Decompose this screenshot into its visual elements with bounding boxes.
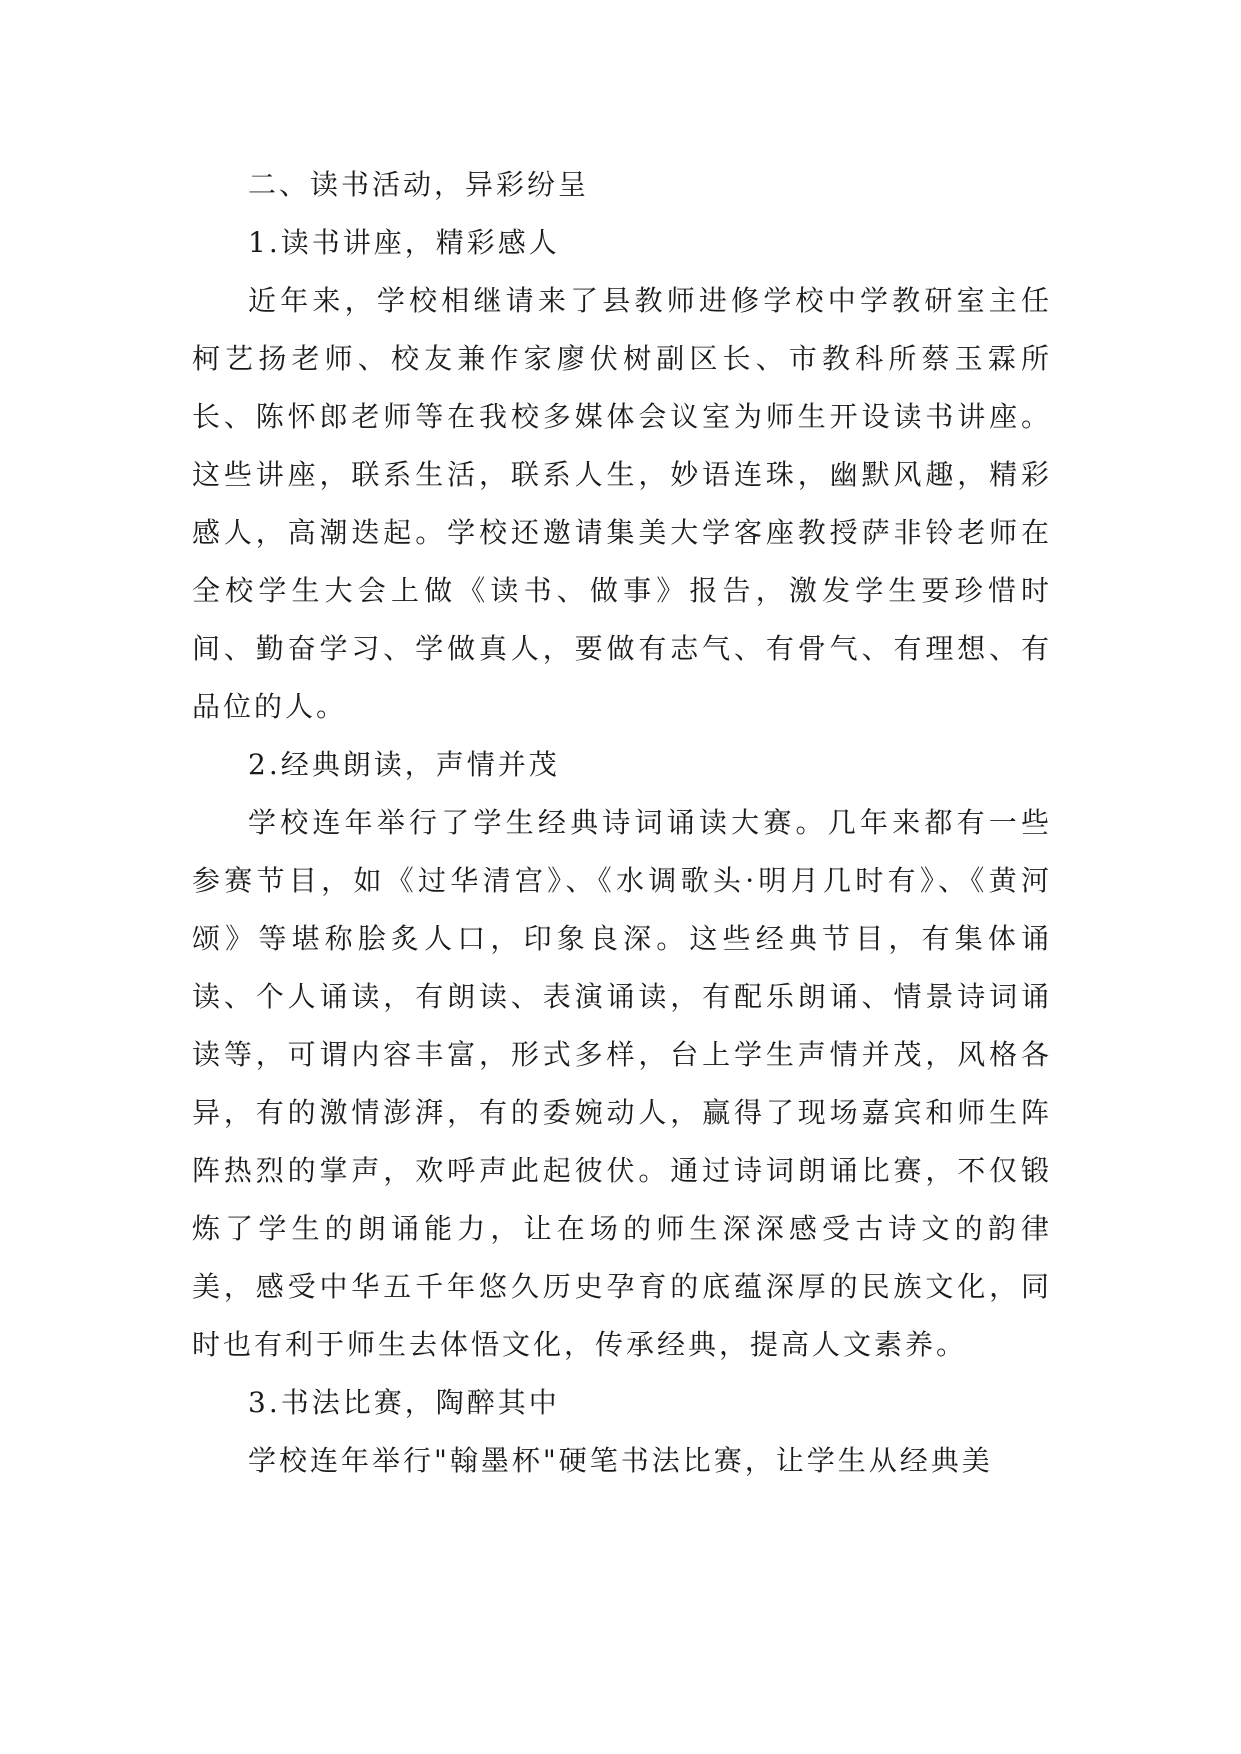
paragraph-calligraphy: 学校连年举行"翰墨杯"硬笔书法比赛，让学生从经典美 xyxy=(248,1444,993,1477)
section-heading: 二、读书活动，异彩纷呈 xyxy=(248,168,590,201)
document-body xyxy=(192,156,1052,1490)
subsection-heading-lectures: 1.读书讲座，精彩感人 xyxy=(248,226,560,259)
paragraph-lectures: 近年来，学校相继请来了县教师进修学校中学教研室主任柯艺扬老师、校友兼作家廖伏树副区长、市教科所蔡玉霖所长、陈怀郎老师等在我校多媒体会议室为师生开设读书讲座。这些讲座，联系生活，联系人生，妙语连珠，幽默风趣，精彩感人，高潮迭起。学校还邀请集美大学客座教授萨非铃老师在全校学生大会上做《读书、做事》报告，激发学生要珍惜时间、勤奋学习、学做真人，要做有志气、有骨气、有理想、有品位的人。 xyxy=(192,284,1052,723)
subsection-heading-reading: 2.经典朗读，声情并茂 xyxy=(248,748,560,781)
subsection-heading-calligraphy: 3.书法比赛，陶醉其中 xyxy=(248,1386,560,1419)
paragraph-reading: 学校连年举行了学生经典诗词诵读大赛。几年来都有一些参赛节目，如《过华清宫》、《水调歌头·明月几时有》、《黄河颂》等堪称脍炙人口，印象良深。这些经典节目，有集体诵读、个人诵读，有朗读、表演诵读，有配乐朗诵、情景诗词诵读等，可谓内容丰富，形式多样，台上学生声情并茂，风格各异，有的激情澎湃，有的委婉动人，赢得了现场嘉宾和师生阵阵热烈的掌声，欢呼声此起彼伏。通过诗词朗诵比赛，不仅锻炼了学生的朗诵能力，让在场的师生深深感受古诗文的韵律美，感受中华五千年悠久历史孕育的底蕴深厚的民族文化，同时也有利于师生去体悟文化，传承经典，提高人文素养。 xyxy=(192,806,1052,1361)
